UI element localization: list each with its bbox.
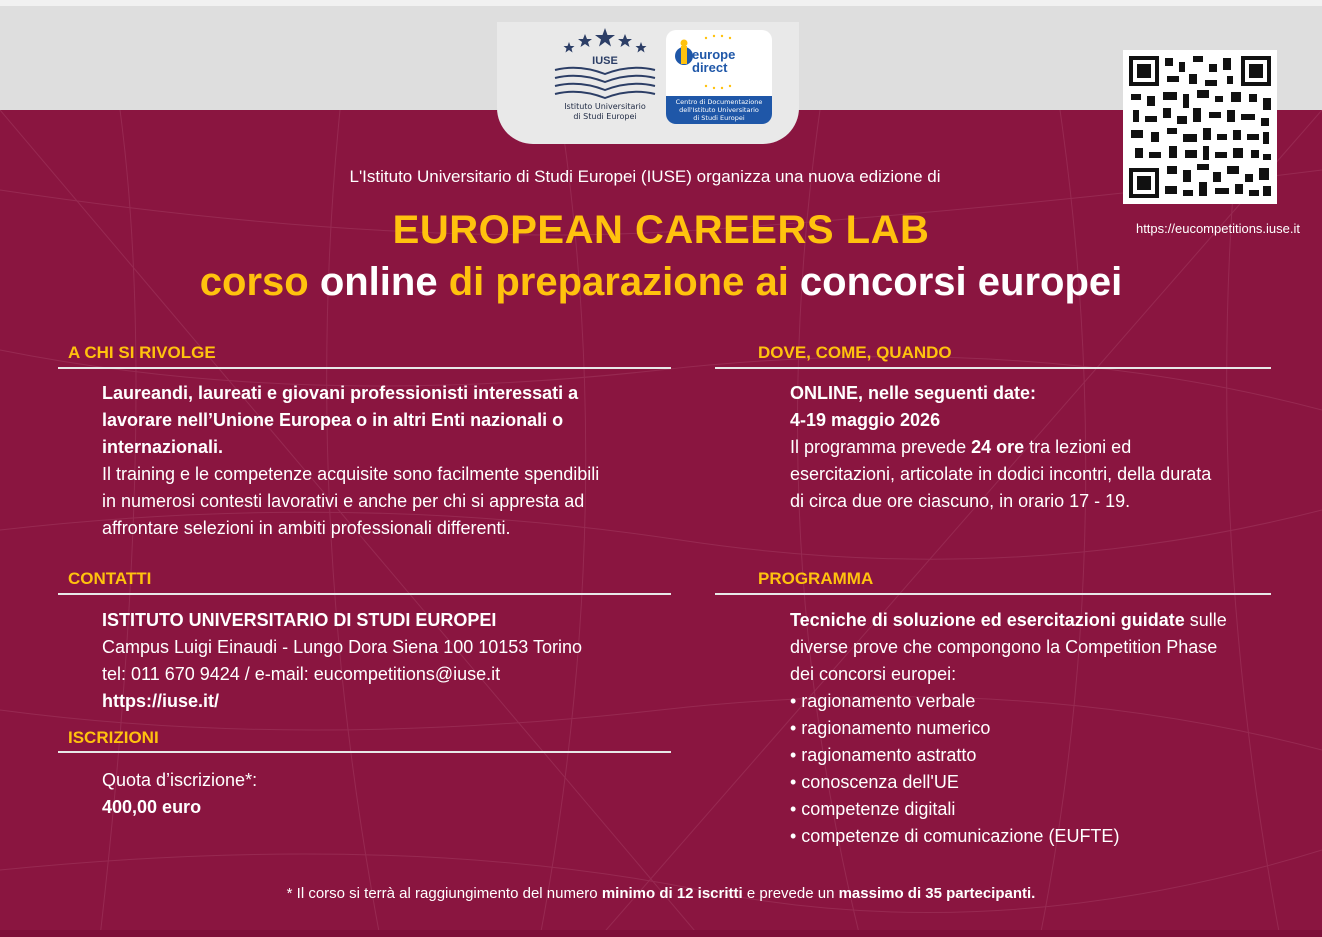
subtitle-part-4: concorsi europei xyxy=(788,260,1123,304)
website-link[interactable]: https://iuse.it/ xyxy=(102,691,219,711)
subtitle-part-3: di preparazione ai xyxy=(448,260,789,304)
subtitle xyxy=(0,260,1322,305)
programma-list xyxy=(790,688,1290,850)
europe-direct-logo xyxy=(666,30,772,124)
iuse-logo-text: IUSE xyxy=(592,55,618,67)
section-heading-dove: DOVE, COME, QUANDO xyxy=(758,343,952,362)
iuse-caption: Istituto Universitario di Studi Europei xyxy=(564,102,646,121)
section-heading-contatti: CONTATTI xyxy=(68,569,152,588)
section-body-a-chi: Laureandi, laureati e giovani professionisti interessati a lavorare nell’Unione Europea o in altri Enti nazionali o internazionali. Il training e le competenze acquisite sono facilmente spendibili in numerosi contesti lavorativi e anche per chi si appresta ad affrontare selezioni in ambiti professionali differenti. xyxy=(102,383,600,538)
list-item: • ragionamento astratto xyxy=(790,745,977,765)
europe-direct-caption: Centro di Documentazione dell'Istituto Universitario di Studi Europei xyxy=(666,96,772,124)
section-rule xyxy=(715,367,1271,369)
section-body-contatti: ISTITUTO UNIVERSITARIO DI STUDI EUROPEI Campus Luigi Einaudi - Lungo Dora Siena 100 10153 Torino tel: 011 670 9424 / e-mail: eucompetitions@iuse.it https://iuse.it/ xyxy=(102,607,682,715)
section-rule xyxy=(58,593,671,595)
section-rule xyxy=(715,593,1271,595)
europe-direct-title: europe direct xyxy=(692,47,736,75)
section-rule xyxy=(58,751,671,753)
list-item: • ragionamento verbale xyxy=(790,691,976,711)
list-item: • competenze digitali xyxy=(790,799,956,819)
section-body-programma: Tecniche di soluzione ed esercitazioni guidate sulle diverse prove che compongono la Competition Phase dei concorsi europei: • ragionamento verbale • ragionamento numerico • ragionamento astratto • conoscenza dell'UE • competenze digitali • competenze di comunicazione (EUFTE) xyxy=(790,607,1290,850)
header-shade xyxy=(0,0,1322,6)
section-body-iscrizioni: Quota d’iscrizione*: 400,00 euro xyxy=(102,770,258,817)
list-item: • conoscenza dell'UE xyxy=(790,772,959,792)
list-item: • competenze di comunicazione (EUFTE) xyxy=(790,826,1120,846)
contact-email-line[interactable]: tel: 011 670 9424 / e-mail: eucompetitions@iuse.it xyxy=(102,664,501,684)
footer-note: * Il corso si terrà al raggiungimento del numero minimo di 12 iscritti e prevede un massimo di 35 partecipanti. xyxy=(286,885,1036,902)
main-title: EUROPEAN CAREERS LAB xyxy=(392,208,930,252)
intro-text: L'Istituto Universitario di Studi Europei (IUSE) organizza una nuova edizione di xyxy=(349,167,941,186)
bottom-bar xyxy=(0,930,1322,937)
section-heading-programma: PROGRAMMA xyxy=(758,569,874,588)
section-rule xyxy=(58,367,671,369)
section-heading-a-chi: A CHI SI RIVOLGE xyxy=(68,343,216,362)
section-heading-iscrizioni: ISCRIZIONI xyxy=(68,728,159,747)
section-body-dove: ONLINE, nelle seguenti date: 4-19 maggio 2026 Il programma prevede 24 ore tra lezioni ed esercitazioni, articolate in dodici incontri, della durata di circa due ore ciascuno, in orario 17 - 19. xyxy=(790,383,1212,511)
subtitle-part-1: corso xyxy=(199,260,309,304)
list-item: • ragionamento numerico xyxy=(790,718,991,738)
subtitle-part-2: online xyxy=(308,260,449,304)
qr-url[interactable]: https://eucompetitions.iuse.it xyxy=(1135,221,1300,236)
